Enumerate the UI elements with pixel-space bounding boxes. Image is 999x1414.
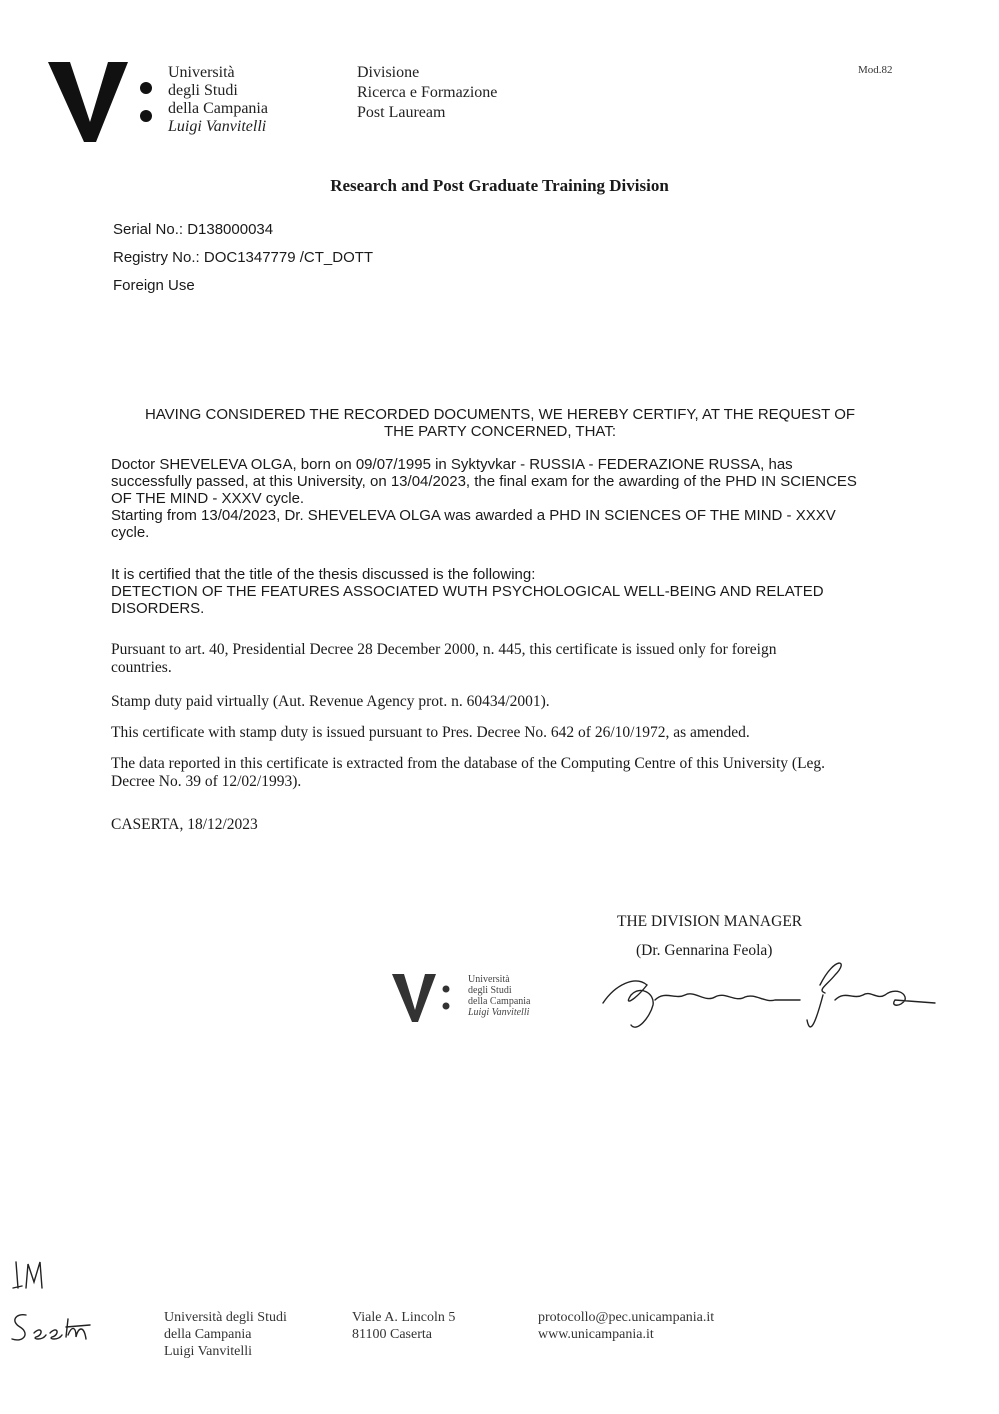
stamp-line-2: degli Studi <box>468 985 512 996</box>
serial-number: Serial No.: D138000034 <box>113 221 274 238</box>
pursuant-line-2: countries. <box>111 659 172 676</box>
thesis-title-line-2: DISORDERS. <box>111 600 205 617</box>
footer-address <box>164 1309 287 1360</box>
registry-number: Registry No.: DOC1347779 /CT_DOTT <box>113 249 374 266</box>
signature-graphic <box>595 945 940 1035</box>
division-line-3: Post Lauream <box>357 104 446 121</box>
stamp-duty-line: Stamp duty paid virtually (Aut. Revenue Agency prot. n. 60434/2001). <box>111 693 550 710</box>
thesis-paragraph <box>111 566 891 617</box>
place-date: CASERTA, 18/12/2023 <box>111 816 258 833</box>
stamp-logo <box>392 972 552 1032</box>
award-line-2: successfully passed, at this University, on 13/04/2023, the final exam for the awarding of the PHD IN SCIENCES <box>111 473 857 490</box>
footer-col1-line3: Luigi Vanvitelli <box>164 1344 253 1359</box>
signature-stroke-icon <box>595 945 940 1035</box>
data-line-1: The data reported in this certificate is extracted from the database of the Computing Centre of this University (Leg. <box>111 755 826 772</box>
stamp-line-1: Università <box>468 974 510 985</box>
thesis-intro: It is certified that the title of the thesis discussed is the following: <box>111 566 536 583</box>
award-line-3: OF THE MIND - XXXV cycle. <box>111 490 305 507</box>
document-title: Research and Post Graduate Training Division <box>330 176 669 195</box>
university-name-line-1: Università <box>168 64 235 81</box>
footer-website[interactable]: www.unicampania.it <box>538 1327 654 1342</box>
signature-text <box>595 945 603 946</box>
footer-col2-line1: Viale A. Lincoln 5 <box>352 1310 456 1325</box>
handwritten-note <box>6 1305 96 1350</box>
data-source-paragraph <box>111 755 901 791</box>
university-logo <box>48 60 288 150</box>
footer-contacts <box>538 1309 714 1343</box>
handwritten-initials <box>10 1258 60 1293</box>
footer-email[interactable]: protocollo@pec.unicampania.it <box>538 1310 715 1325</box>
university-name-line-4: Luigi Vanvitelli <box>168 118 267 135</box>
v-logo-icon <box>48 60 158 145</box>
division-line-2: Ricerca e Formazione <box>357 84 498 101</box>
division-line-1: Divisione <box>357 64 420 81</box>
note-text <box>6 1305 8 1306</box>
data-line-2: Decree No. 39 of 12/02/1993). <box>111 773 302 790</box>
university-name-line-3: della Campania <box>168 100 268 117</box>
use-type: Foreign Use <box>113 277 195 294</box>
division-header <box>357 63 497 123</box>
initials-text <box>10 1258 11 1259</box>
mod-code: Mod.82 <box>858 64 893 76</box>
manager-name: (Dr. Gennarina Feola) <box>636 942 773 959</box>
award-paragraph <box>111 456 891 541</box>
stamp-line-3: della Campania <box>468 996 531 1007</box>
manager-title: THE DIVISION MANAGER <box>617 913 803 930</box>
footer-street <box>352 1309 455 1343</box>
intro-line-2: THE PARTY CONCERNED, THAT: <box>384 423 616 440</box>
note-stroke-icon <box>6 1305 96 1350</box>
initials-stroke-icon <box>10 1258 60 1293</box>
university-name-line-2: degli Studi <box>168 82 238 99</box>
stamp-v-logo-icon <box>392 972 452 1024</box>
certification-intro <box>100 406 900 440</box>
intro-line-1: HAVING CONSIDERED THE RECORDED DOCUMENTS, WE HEREBY CERTIFY, AT THE REQUEST OF <box>144 406 856 423</box>
award-line-1: Doctor SHEVELEVA OLGA, born on 09/07/1995 in Syktyvkar - RUSSIA - FEDERAZIONE RUSSA, has <box>111 456 793 473</box>
award-line-5: cycle. <box>111 524 150 541</box>
thesis-title-line-1: DETECTION OF THE FEATURES ASSOCIATED WUTH PSYCHOLOGICAL WELL-BEING AND RELATED <box>111 583 824 600</box>
pursuant-paragraph <box>111 641 891 677</box>
footer-col2-line2: 81100 Caserta <box>352 1327 432 1342</box>
award-line-4: Starting from 13/04/2023, Dr. SHEVELEVA OLGA was awarded a PHD IN SCIENCES OF THE MIND - XXXV <box>111 507 836 524</box>
stamp-line-4: Luigi Vanvitelli <box>468 1007 530 1018</box>
pursuant-line-1: Pursuant to art. 40, Presidential Decree 28 December 2000, n. 445, this certificate is issued only for foreign <box>111 641 777 658</box>
footer-col1-line1: Università degli Studi <box>164 1310 287 1325</box>
document-meta <box>113 216 373 300</box>
footer-col1-line2: della Campania <box>164 1327 252 1342</box>
issued-line: This certificate with stamp duty is issued pursuant to Pres. Decree No. 642 of 26/10/1972, as amended. <box>111 724 750 741</box>
